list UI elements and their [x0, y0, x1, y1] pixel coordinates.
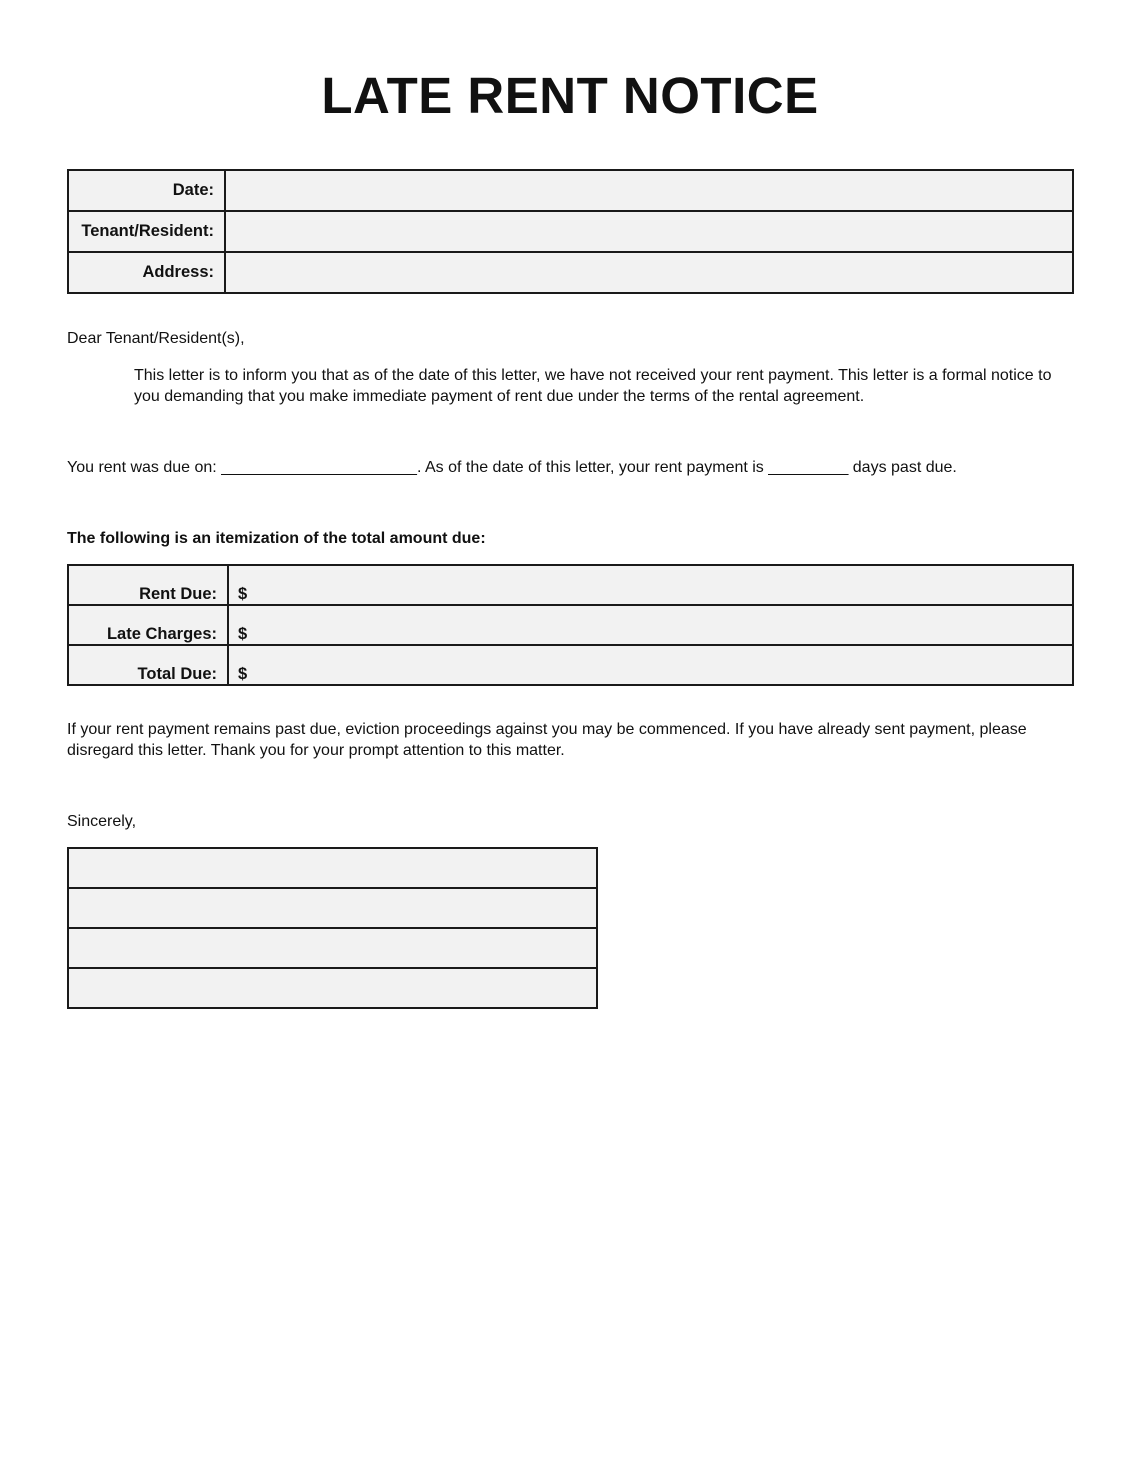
- total-due-label: Total Due:: [68, 645, 228, 685]
- rent-due-label: Rent Due:: [68, 565, 228, 605]
- total-due-row: [68, 645, 1073, 685]
- itemization-heading: The following is an itemization of the total amount due:: [67, 530, 486, 547]
- signature-line-4[interactable]: [68, 968, 597, 1008]
- tenant-label: Tenant/Resident:: [68, 211, 225, 252]
- signature-line-1[interactable]: [68, 848, 597, 888]
- signature-row: [68, 928, 597, 968]
- signature-table: [67, 847, 598, 1009]
- notice-header-table: [67, 169, 1074, 294]
- page-title: LATE RENT NOTICE: [321, 67, 819, 124]
- due-line: You rent was due on: ______________________. As of the date of this letter, your rent payment is _________ days past due.: [67, 459, 957, 476]
- tenant-field[interactable]: [225, 211, 1073, 252]
- signoff: Sincerely,: [67, 813, 137, 830]
- signature-row: [68, 848, 597, 888]
- salutation: Dear Tenant/Resident(s),: [67, 330, 245, 347]
- address-row: [68, 252, 1073, 293]
- late-charges-label: Late Charges:: [68, 605, 228, 645]
- signature-row: [68, 968, 597, 1008]
- signature-row: [68, 888, 597, 928]
- date-row: [68, 170, 1073, 211]
- amount-due-table: [67, 564, 1074, 686]
- date-field[interactable]: [225, 170, 1073, 211]
- signature-line-2[interactable]: [68, 888, 597, 928]
- date-label: Date:: [68, 170, 225, 211]
- total-due-field[interactable]: $: [228, 645, 1073, 685]
- closing-paragraph: If your rent payment remains past due, eviction proceedings against you may be commenced. If you have already sent payment, please disregard this letter. Thank you for your prompt attention to this matter.: [67, 721, 1027, 759]
- address-field[interactable]: [225, 252, 1073, 293]
- intro-paragraph: This letter is to inform you that as of the date of this letter, we have not received your rent payment. This letter is a formal notice to you demanding that you make immediate payment of rent due under the terms of the rental agreement.: [134, 367, 1052, 405]
- rent-due-row: [68, 565, 1073, 605]
- rent-due-field[interactable]: $: [228, 565, 1073, 605]
- late-charges-field[interactable]: $: [228, 605, 1073, 645]
- tenant-row: [68, 211, 1073, 252]
- address-label: Address:: [68, 252, 225, 293]
- late-charges-row: [68, 605, 1073, 645]
- signature-line-3[interactable]: [68, 928, 597, 968]
